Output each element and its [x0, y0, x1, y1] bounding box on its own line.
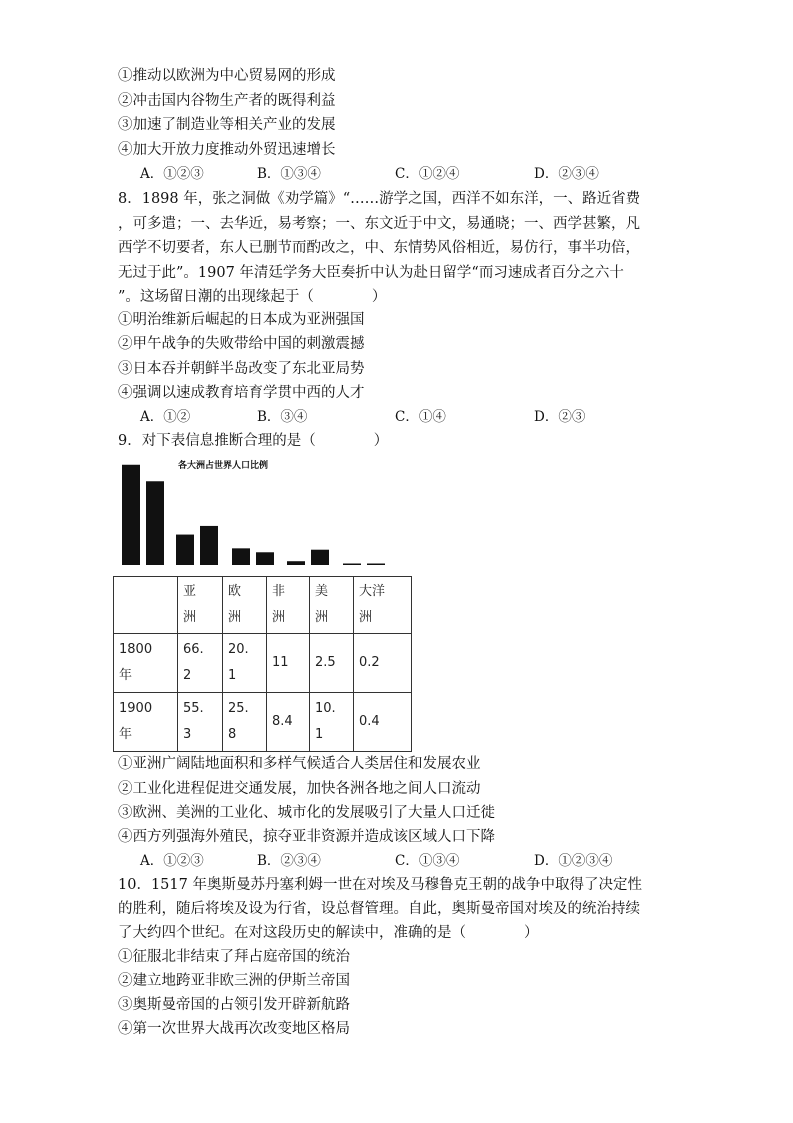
q10-stem-line-3: 了大约四个世纪。在对这段历史的解读中，准确的是（ ） [118, 925, 539, 941]
bar-美洲-1800年 [287, 561, 305, 565]
q8-stem-line-5: ”。这场留日潮的出现缘起于（ ） [118, 289, 387, 305]
q8-option-c[interactable]: C．①④ [395, 409, 446, 425]
bar-欧洲-1800年 [176, 535, 194, 565]
table-header-cell: 非 洲 [267, 577, 310, 634]
q9-item-3: ③欧洲、美洲的工业化、城市化的发展吸引了大量人口迁徙 [118, 805, 495, 821]
bar-非洲-1800年 [232, 548, 250, 565]
table-header-cell: 美 洲 [310, 577, 354, 634]
bar-大洋洲-1900年 [367, 564, 385, 566]
q8-option-a[interactable]: A．①② [140, 409, 191, 425]
q9-options [140, 852, 740, 870]
q8-option-d[interactable]: D．②③ [534, 409, 586, 425]
q9-item-1: ①亚洲广阔陆地面积和多样气候适合人类居住和发展农业 [118, 756, 481, 772]
q7-item-2: ②冲击国内谷物生产者的既得利益 [118, 93, 336, 109]
table-cell: 0.4 [354, 693, 412, 752]
q8-item-2: ②甲午战争的失败带给中国的刺激震撼 [118, 336, 365, 352]
table-header-cell: 大洋 洲 [354, 577, 412, 634]
q8-stem-line-1: 8．1898 年，张之洞做《劝学篇》“……游学之国，西洋不如东洋，一、路近省费 [118, 191, 641, 207]
table-cell: 10. 1 [310, 693, 354, 752]
q8-stem-line-3: 西学不切要者，东人已删节而酌改之，中、东情势风俗相近，易仿行，事半功倍， [118, 240, 640, 256]
q10-stem-line-2: 的胜利，随后将埃及设为行省，设总督管理。自此，奥斯曼帝国对埃及的统治持续 [118, 901, 640, 917]
q7-item-3: ③加速了制造业等相关产业的发展 [118, 117, 336, 133]
table-cell: 25. 8 [223, 693, 267, 752]
q8-item-1: ①明治维新后崛起的日本成为亚洲强国 [118, 312, 365, 328]
bar-美洲-1900年 [311, 550, 329, 565]
q8-option-b[interactable]: B．③④ [257, 409, 308, 425]
bar-欧洲-1900年 [200, 526, 218, 565]
chart-title: 各大洲占世界人口比例 [178, 461, 269, 471]
q7-options [140, 165, 740, 183]
table-header-cell: 亚 洲 [178, 577, 223, 634]
table-cell: 11 [267, 634, 310, 693]
q8-stem-line-4: 无过于此”。1907 年清廷学务大臣奏折中认为赴日留学“而习速成者百分之六十 [118, 265, 624, 281]
q7-item-1: ①推动以欧洲为中心贸易网的形成 [118, 68, 336, 84]
q7-option-a[interactable]: A．①②③ [140, 166, 204, 182]
q10-stem-line-1: 10．1517 年奥斯曼苏丹塞利姆一世在对埃及马穆鲁克王朝的战争中取得了决定性 [118, 877, 642, 893]
q8-options [140, 408, 740, 426]
bar-大洋洲-1800年 [343, 564, 361, 566]
bar-亚洲-1800年 [122, 465, 140, 565]
table-cell: 8.4 [267, 693, 310, 752]
table-cell: 0.2 [354, 634, 412, 693]
q8-stem-line-2: ，可多遣；一、去华近，易考察；一、东文近于中文，易通晓；一、西学甚繁，凡 [118, 216, 640, 232]
table-cell: 20. 1 [223, 634, 267, 693]
table-row [114, 634, 412, 693]
table-cell: 1800 年 [114, 634, 178, 693]
table-header-cell [114, 577, 178, 634]
q9-option-d[interactable]: D．①②③④ [534, 853, 613, 869]
q8-item-3: ③日本吞并朝鲜半岛改变了东北亚局势 [118, 361, 365, 377]
q9-option-c[interactable]: C．①③④ [395, 853, 460, 869]
bar-亚洲-1900年 [146, 481, 164, 565]
population-bar-chart [118, 455, 408, 571]
table-header-cell: 欧 洲 [223, 577, 267, 634]
q7-item-4: ④加大开放力度推动外贸迅速增长 [118, 142, 336, 158]
q9-option-a[interactable]: A．①②③ [140, 853, 204, 869]
table-cell: 1900 年 [114, 693, 178, 752]
q8-item-4: ④强调以速成教育培育学贯中西的人才 [118, 385, 365, 401]
q10-item-1: ①征服北非结束了拜占庭帝国的统治 [118, 949, 350, 965]
table-cell: 2.5 [310, 634, 354, 693]
q9-option-b[interactable]: B．②③④ [257, 853, 321, 869]
q10-item-2: ②建立地跨亚非欧三洲的伊斯兰帝国 [118, 973, 350, 989]
q9-item-2: ②工业化进程促进交通发展，加快各洲各地之间人口流动 [118, 781, 481, 797]
q10-item-3: ③奥斯曼帝国的占领引发开辟新航路 [118, 997, 350, 1013]
q7-option-b[interactable]: B．①③④ [257, 166, 321, 182]
q9-item-4: ④西方列强海外殖民，掠夺亚非资源并造成该区域人口下降 [118, 829, 495, 845]
table-cell: 66. 2 [178, 634, 223, 693]
q10-item-4: ④第一次世界大战再次改变地区格局 [118, 1021, 350, 1037]
population-table [113, 576, 412, 752]
table-cell: 55. 3 [178, 693, 223, 752]
bar-非洲-1900年 [256, 552, 274, 565]
q7-option-c[interactable]: C．①②④ [395, 166, 460, 182]
q7-option-d[interactable]: D．②③④ [534, 166, 599, 182]
q9-stem: 9．对下表信息推断合理的是（ ） [118, 433, 389, 449]
table-header-row [114, 577, 412, 634]
table-row [114, 693, 412, 752]
